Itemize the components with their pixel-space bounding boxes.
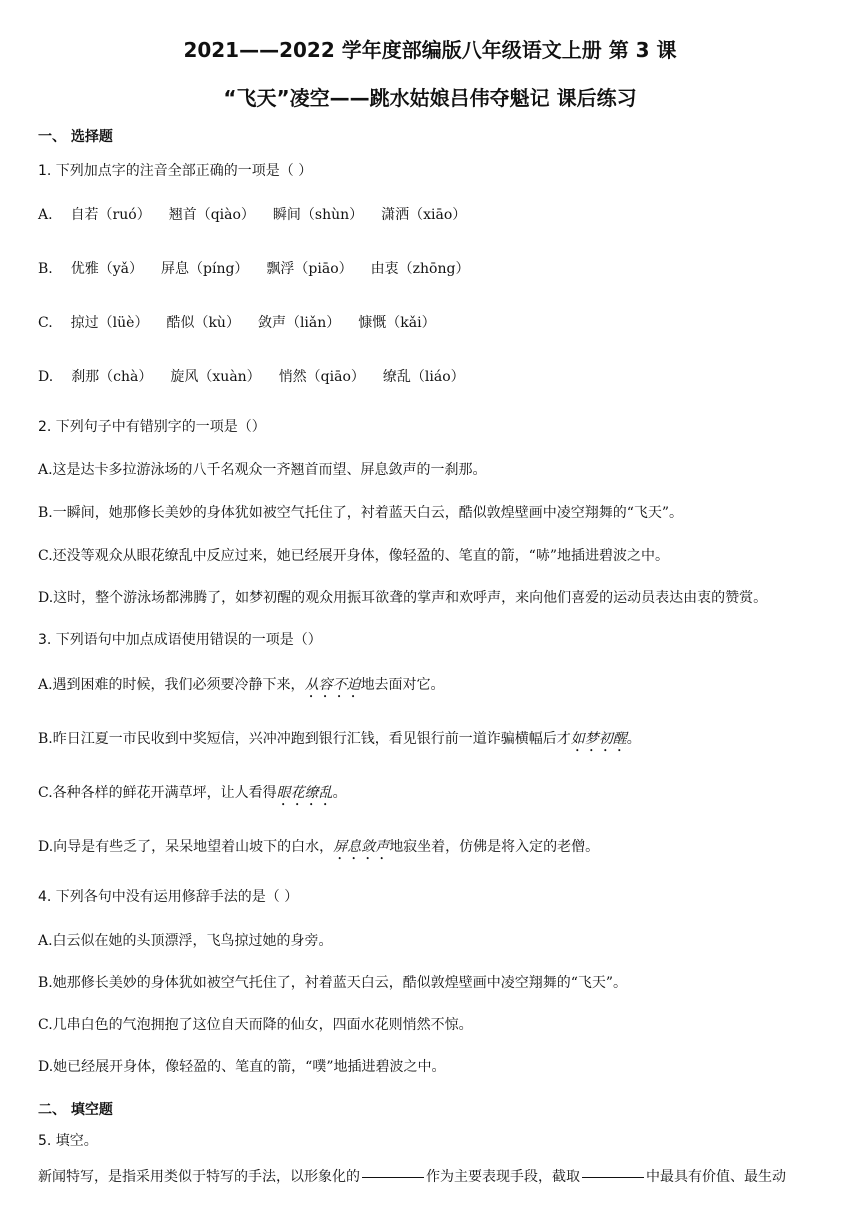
option-text: 地去面对它。 — [360, 677, 445, 693]
pinyin-item: 飘浮（piāo） — [266, 261, 353, 277]
answer-blank[interactable] — [362, 1177, 424, 1178]
question-3-option-d — [38, 837, 830, 863]
pinyin-item: 自若（ruó） — [70, 207, 151, 223]
dotted-idiom: 从容不迫 — [304, 677, 361, 693]
question-3-option-b — [38, 729, 830, 755]
option-text: 。 — [332, 785, 347, 801]
question-1-option-a — [38, 205, 830, 225]
question-5-text — [38, 1167, 830, 1187]
question-2-option-b: B.一瞬间，她那修长美妙的身体犹如被空气托住了，衬着蓝天白云，酷似敦煌壁画中凌空翔舞的“飞天”。 — [38, 505, 684, 521]
pinyin-item: 屏息（píng） — [161, 261, 249, 277]
question-4-option-a: A.白云似在她的头顶漂浮，飞鸟掠过她的身旁。 — [38, 933, 333, 949]
question-2-option-d: D.这时，整个游泳场都沸腾了，如梦初醒的观众用振耳欲聋的掌声和欢呼声，来向他们喜爱的运动员表达由衷的赞赏。 — [38, 590, 768, 606]
pinyin-item: 慷慨（kǎi） — [358, 315, 436, 331]
option-text: 。 — [626, 731, 641, 747]
question-1-option-d — [38, 367, 830, 387]
option-text: 地寂坐着，仿佛是将入定的老僧。 — [389, 839, 600, 855]
option-label: D. — [38, 369, 54, 385]
pinyin-item: 旋风（xuàn） — [170, 369, 261, 385]
question-2-option-c: C.还没等观众从眼花缭乱中反应过来，她已经展开身体，像轻盈的、笔直的箭，“哧”地插进碧波之中。 — [38, 548, 669, 564]
pinyin-item: 潇洒（xiāo） — [381, 207, 467, 223]
dotted-idiom: 如梦初醒 — [570, 731, 627, 747]
pinyin-item: 敛声（liǎn） — [257, 315, 341, 331]
option-label: A. — [38, 207, 53, 223]
question-1-option-b — [38, 259, 830, 279]
question-5-stem: 5. 填空。 — [38, 1133, 98, 1149]
question-3-stem: 3. 下列语句中加点成语使用错误的一项是（） — [38, 632, 322, 648]
document-title-line-2: “飞天”凌空——跳水姑娘吕伟夺魁记 课后练习 — [223, 86, 637, 110]
dotted-idiom: 屏息敛声 — [333, 839, 390, 855]
section-heading-choice: 一、 选择题 — [38, 129, 113, 145]
option-text: A.遇到困难的时候，我们必须要冷静下来， — [38, 677, 305, 693]
question-3-option-a — [38, 675, 830, 701]
pinyin-item: 优雅（yǎ） — [70, 261, 144, 277]
question-1-stem: 1. 下列加点字的注音全部正确的一项是（ ） — [38, 163, 313, 179]
option-label: B. — [38, 261, 53, 277]
fill-text: 作为主要表现手段，截取 — [426, 1169, 580, 1185]
pinyin-item: 掠过（lüè） — [70, 315, 149, 331]
pinyin-item: 瞬间（shùn） — [272, 207, 364, 223]
pinyin-item: 由衷（zhōng） — [370, 261, 470, 277]
option-text: C.各种各样的鲜花开满草坪，让人看得 — [38, 785, 277, 801]
pinyin-item: 缭乱（liáo） — [382, 369, 465, 385]
document-title-line-1: 2021——2022 学年度部编版八年级语文上册 第 3 课 — [183, 38, 677, 62]
pinyin-item: 悄然（qiāo） — [278, 369, 365, 385]
section-heading-fill: 二、 填空题 — [38, 1102, 113, 1118]
question-4-option-d: D.她已经展开身体，像轻盈的、笔直的箭，“噗”地插进碧波之中。 — [38, 1059, 446, 1075]
question-2-option-a: A.这是达卡多拉游泳场的八千名观众一齐翘首而望、屏息敛声的一刹那。 — [38, 462, 487, 478]
pinyin-item: 翘首（qiào） — [168, 207, 255, 223]
option-text: D.向导是有些乏了，呆呆地望着山坡下的白水， — [38, 839, 334, 855]
question-4-option-b: B.她那修长美妙的身体犹如被空气托住了，衬着蓝天白云，酷似敦煌壁画中凌空翔舞的“飞天”。 — [38, 975, 628, 991]
dotted-idiom: 眼花缭乱 — [276, 785, 333, 801]
option-label: C. — [38, 315, 53, 331]
fill-text: 新闻特写，是指采用类似于特写的手法，以形象化的 — [38, 1169, 360, 1185]
question-4-option-c: C.几串白色的气泡拥抱了这位自天而降的仙女，四面水花则悄然不惊。 — [38, 1017, 473, 1033]
question-1-option-c — [38, 313, 830, 333]
pinyin-item: 酷似（kù） — [166, 315, 240, 331]
answer-blank[interactable] — [582, 1177, 644, 1178]
fill-text: 中最具有价值、最生动 — [646, 1169, 786, 1185]
question-3-option-c — [38, 783, 830, 809]
pinyin-item: 刹那（chà） — [71, 369, 153, 385]
option-text: B.昨日江夏一市民收到中奖短信，兴冲冲跑到银行汇钱，看见银行前一道诈骗横幅后才 — [38, 731, 571, 747]
question-2-stem: 2. 下列句子中有错别字的一项是（） — [38, 419, 266, 435]
question-4-stem: 4. 下列各句中没有运用修辞手法的是（ ） — [38, 889, 299, 905]
